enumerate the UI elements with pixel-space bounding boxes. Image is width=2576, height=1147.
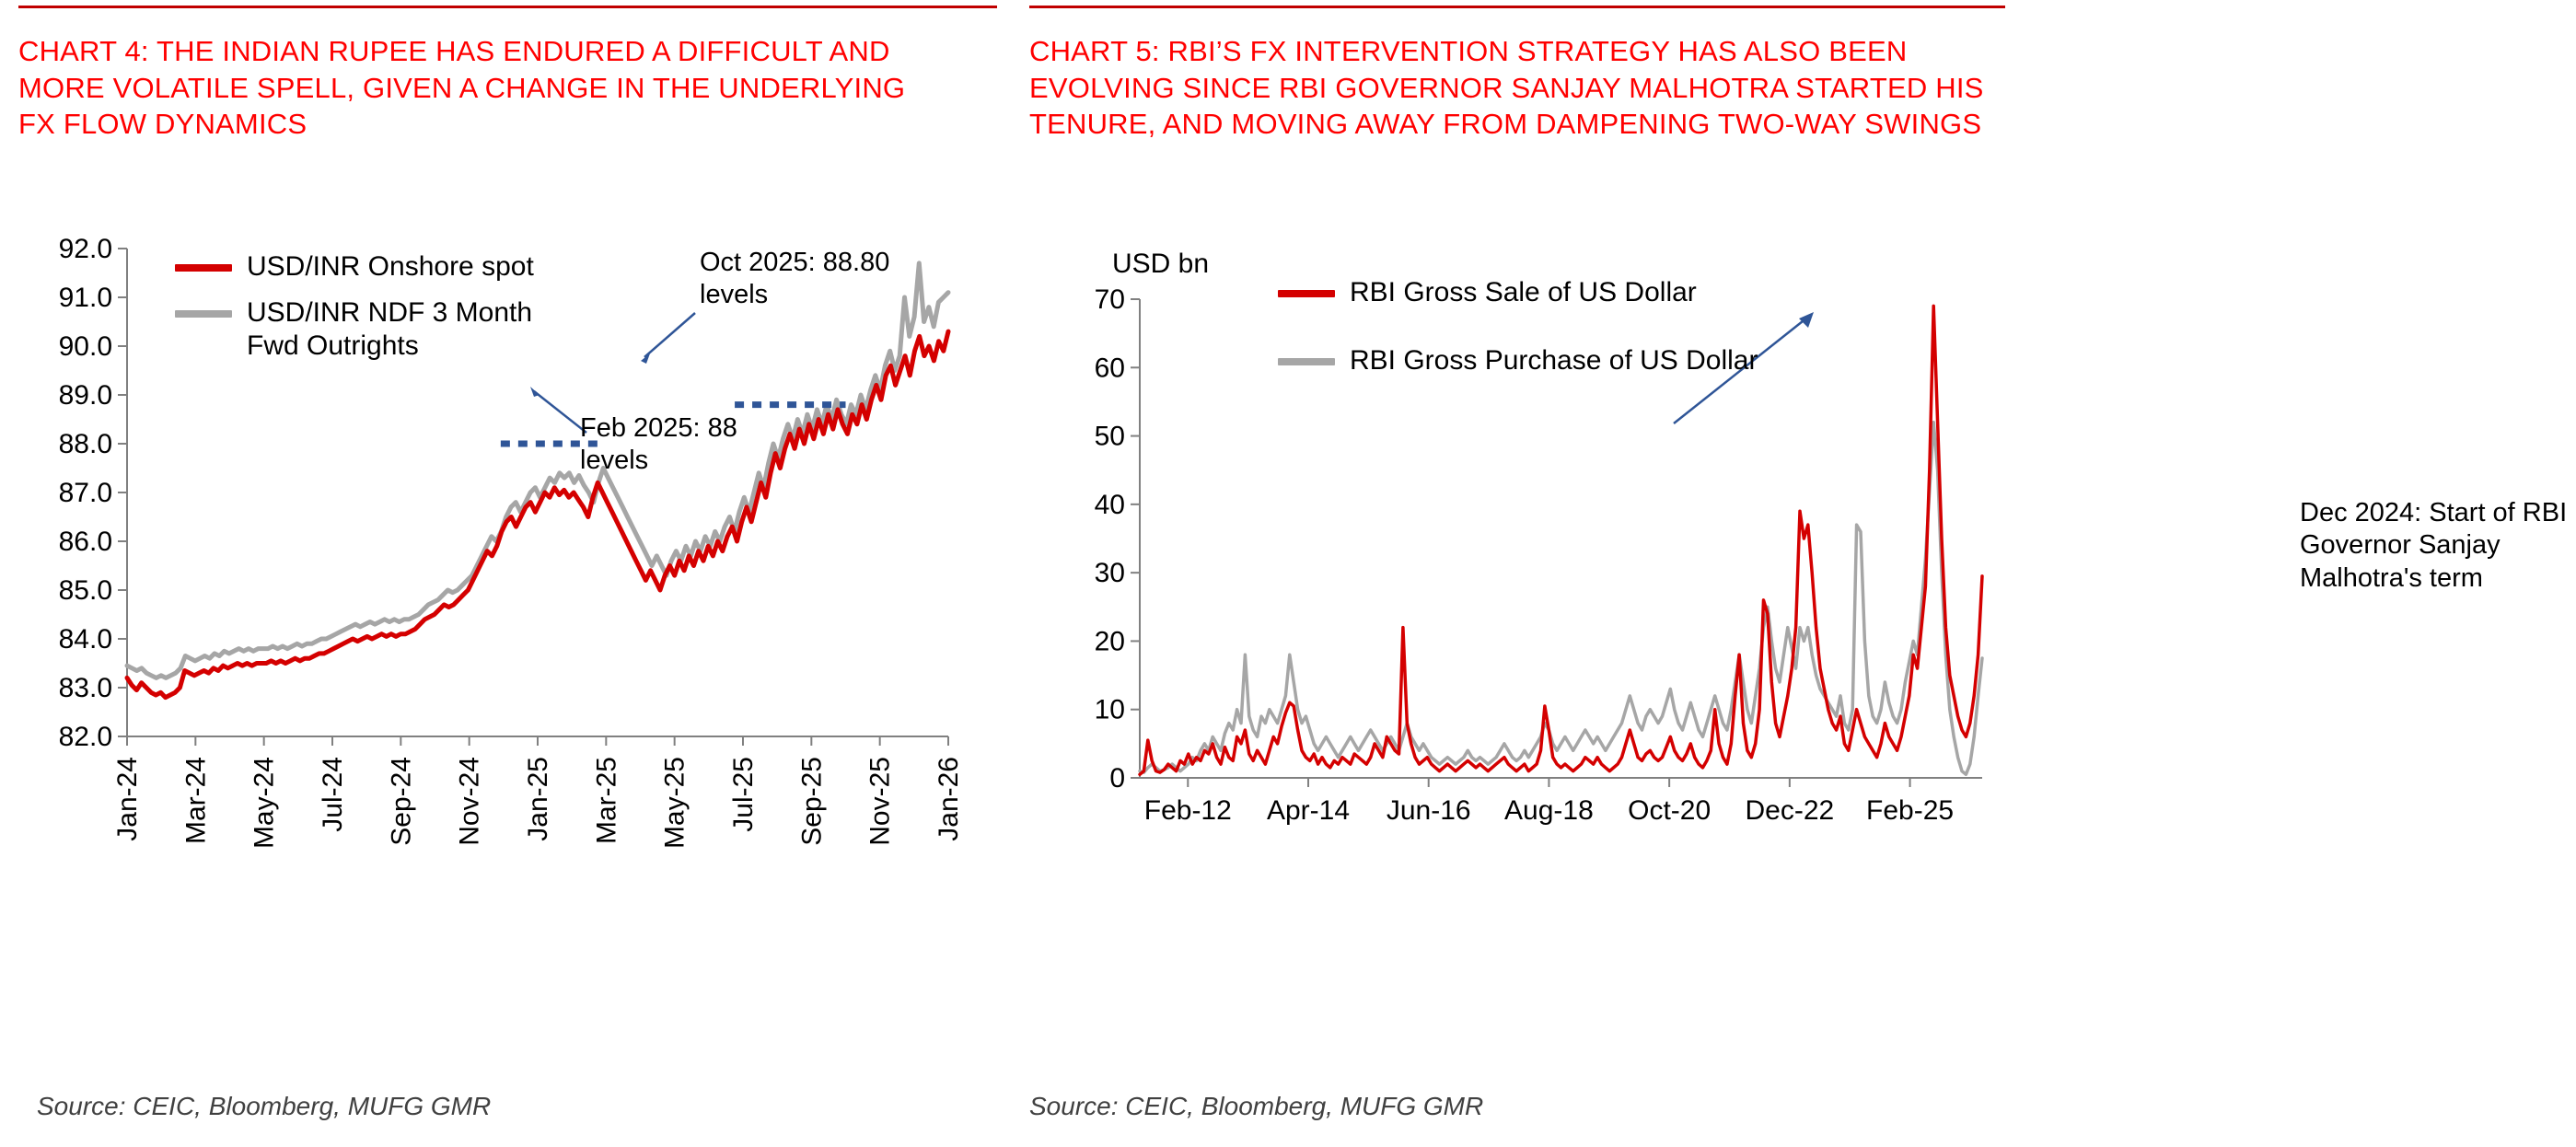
svg-text:Jan-26: Jan-26 xyxy=(934,757,964,841)
svg-text:84.0: 84.0 xyxy=(58,624,112,655)
chart-4-y-ticks xyxy=(59,234,127,752)
legend-swatch-ndf-3m xyxy=(175,310,232,318)
annotation-feb-2025: Feb 2025: 88 levels xyxy=(580,413,737,476)
svg-text:Aug-18: Aug-18 xyxy=(1504,795,1594,826)
legend-item-gross-purchase xyxy=(1278,344,1922,377)
svg-text:60: 60 xyxy=(1094,353,1125,384)
svg-text:Oct-20: Oct-20 xyxy=(1628,795,1712,826)
svg-text:Apr-14: Apr-14 xyxy=(1266,795,1351,826)
legend-item-gross-sale xyxy=(1278,276,1922,309)
svg-text:Nov-25: Nov-25 xyxy=(864,757,896,846)
svg-text:91.0: 91.0 xyxy=(58,283,112,313)
svg-text:0: 0 xyxy=(1109,763,1125,794)
svg-text:90.0: 90.0 xyxy=(58,331,112,362)
chart-5-source: Source: CEIC, Bloomberg, MUFG GMR xyxy=(1029,1092,1484,1120)
svg-text:88.0: 88.0 xyxy=(58,429,112,459)
svg-text:Jan-25: Jan-25 xyxy=(523,757,553,841)
svg-text:May-25: May-25 xyxy=(659,757,690,850)
chart-5-top-rule xyxy=(1029,6,2005,8)
chart-4-panel xyxy=(18,0,1013,1147)
chart-5-title: CHART 5: RBI’S FX INTERVENTION STRATEGY HAS ALSO BEEN EVOLVING SINCE RBI GOVERNOR SANJAY MALHOTRA STARTED HIS TENURE, AND MOVING AWAY FROM DAMPENING TWO-WAY SWINGS xyxy=(1029,35,1984,141)
svg-text:89.0: 89.0 xyxy=(58,380,112,411)
chart-5-x-ticks xyxy=(1144,778,1954,826)
svg-text:40: 40 xyxy=(1094,489,1125,520)
svg-text:86.0: 86.0 xyxy=(58,527,112,557)
svg-text:Feb-12: Feb-12 xyxy=(1143,795,1232,826)
svg-text:10: 10 xyxy=(1094,694,1125,725)
svg-text:82.0: 82.0 xyxy=(58,722,112,752)
svg-text:87.0: 87.0 xyxy=(58,478,112,508)
chart-5-panel xyxy=(1029,0,2568,1147)
legend-label-onshore-spot: USD/INR Onshore spot xyxy=(247,251,534,282)
annotation-dec-2024: Dec 2024: Start of RBI Governor Sanjay Malhotra's term xyxy=(2300,498,2568,593)
legend-swatch-onshore-spot xyxy=(175,264,232,272)
svg-text:50: 50 xyxy=(1094,421,1125,452)
legend-swatch-gross-sale xyxy=(1278,290,1335,297)
chart-5-unit-label: USD bn xyxy=(1112,249,1210,279)
legend-item-onshore-spot xyxy=(175,250,562,284)
svg-text:Feb-25: Feb-25 xyxy=(1866,795,1955,826)
svg-text:Sep-24: Sep-24 xyxy=(386,757,417,846)
legend-item-ndf-3m xyxy=(175,296,562,363)
svg-text:Dec-22: Dec-22 xyxy=(1745,795,1835,826)
chart-4-source: Source: CEIC, Bloomberg, MUFG GMR xyxy=(37,1092,492,1120)
svg-text:83.0: 83.0 xyxy=(58,673,112,703)
annotation-oct-2025: Oct 2025: 88.80 levels xyxy=(700,248,890,310)
svg-text:20: 20 xyxy=(1094,626,1125,657)
svg-text:70: 70 xyxy=(1094,284,1125,315)
legend-label-ndf-3m: USD/INR NDF 3 Month Fwd Outrights xyxy=(247,297,533,361)
svg-text:92.0: 92.0 xyxy=(58,234,112,264)
chart-4-title: CHART 4: THE INDIAN RUPEE HAS ENDURED A DIFFICULT AND MORE VOLATILE SPELL, GIVEN A CHANGE IN THE UNDERLYING FX FLOW DYNAMICS xyxy=(18,35,906,141)
chart-4-legend xyxy=(175,250,562,376)
legend-swatch-gross-purchase xyxy=(1278,358,1335,365)
legend-label-gross-purchase: RBI Gross Purchase of US Dollar xyxy=(1350,345,1758,376)
svg-text:Jun-16: Jun-16 xyxy=(1386,795,1471,826)
svg-text:Nov-24: Nov-24 xyxy=(454,757,485,846)
svg-text:Jul-24: Jul-24 xyxy=(318,757,348,832)
svg-text:May-24: May-24 xyxy=(249,757,280,850)
svg-text:85.0: 85.0 xyxy=(58,575,112,606)
chart-4-top-rule xyxy=(18,6,997,8)
svg-text:30: 30 xyxy=(1094,558,1125,589)
chart-5-legend xyxy=(1278,276,1922,412)
legend-label-gross-sale: RBI Gross Sale of US Dollar xyxy=(1350,277,1697,307)
svg-text:Mar-25: Mar-25 xyxy=(591,757,622,845)
chart-4-x-ticks xyxy=(112,736,964,849)
svg-text:Mar-24: Mar-24 xyxy=(180,757,212,845)
svg-text:Jul-25: Jul-25 xyxy=(728,757,759,832)
svg-text:Jan-24: Jan-24 xyxy=(112,757,143,841)
svg-text:Sep-25: Sep-25 xyxy=(796,757,828,846)
chart-5-y-ticks xyxy=(1095,284,1140,794)
